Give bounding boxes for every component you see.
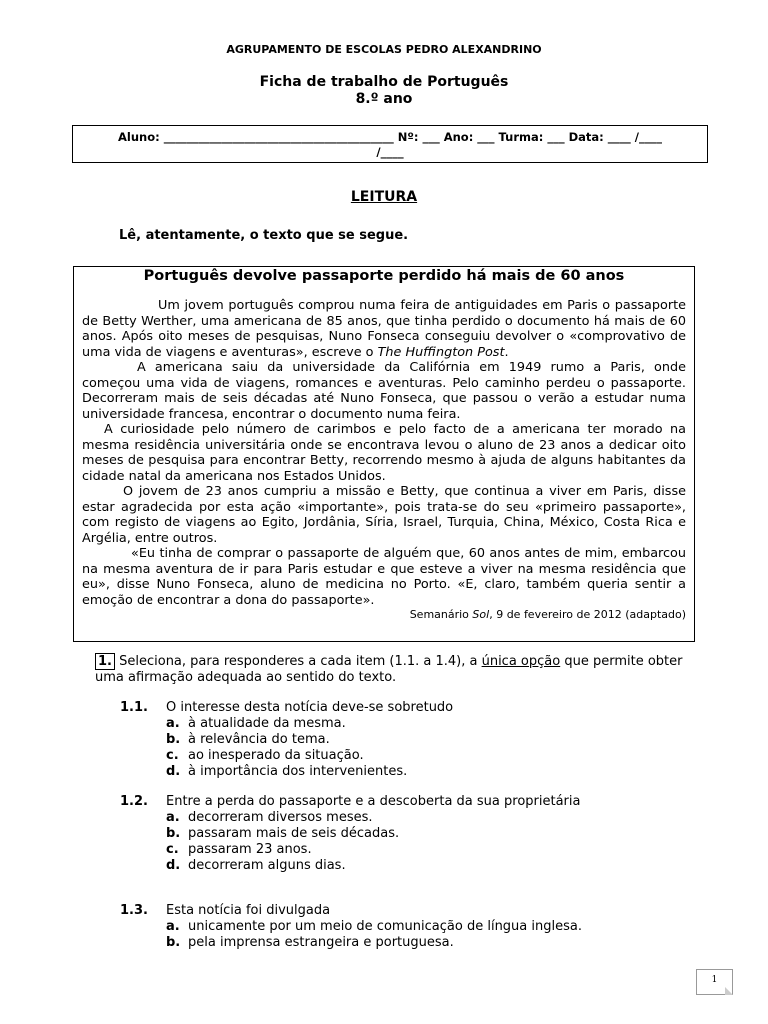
option-letter: a.: [166, 810, 180, 825]
worksheet-title: [0, 74, 768, 108]
section-heading: [0, 189, 768, 205]
option-b[interactable]: [166, 826, 700, 842]
article-paragraph-2: A americana saiu da universidade da Califórnia em 1949 rumo a Paris, onde começou uma vida de viagens, romances e aventuras. Pelo caminho perdeu o passaporte. Decorreram mais de seis décadas até Nuno Fonseca, que passou o verão a estudar numa universidade francesa, encontrar o documento numa feira.: [82, 360, 686, 422]
item-number: 1.2.: [120, 794, 148, 809]
option-letter: b.: [166, 935, 181, 950]
article-paragraph-1: [82, 298, 686, 360]
article-body: [82, 298, 686, 608]
question-number: 1.: [95, 653, 115, 670]
reading-instruction: Lê, atentamente, o texto que se segue.: [119, 228, 409, 243]
question-emphasis: única opção: [481, 654, 561, 669]
item-1-3: [120, 903, 700, 951]
option-text: passaram mais de seis décadas.: [188, 826, 400, 841]
item-number: 1.1.: [120, 700, 148, 715]
item-stem: Entre a perda do passaporte e a descoberta da sua proprietária: [166, 794, 581, 809]
item-1-1: [120, 700, 700, 780]
student-info-line2: /____: [376, 145, 404, 159]
option-letter: b.: [166, 732, 181, 747]
question-text-b: que permite obter uma afirmação adequada ao sentido do texto.: [95, 654, 683, 685]
option-a[interactable]: [166, 919, 700, 935]
article-paragraph-4: O jovem de 23 anos cumpriu a missão e Betty, que continua a viver em Paris, disse estar agradecida por esta ação «importante», pois trata-se do seu «primeiro passaporte», com registo de viagens ao Egito, Jordânia, Síria, Israel, Turquia, China, México, Costa Rica e Argélia, entre outros.: [82, 484, 686, 546]
option-letter: a.: [166, 919, 180, 934]
item-number: 1.3.: [120, 903, 148, 918]
option-text: à relevância do tema.: [188, 732, 330, 747]
option-b[interactable]: [166, 732, 700, 748]
paragraph-1-publication: The Huffington Post: [377, 344, 505, 360]
option-letter: c.: [166, 842, 179, 857]
option-letter: b.: [166, 826, 181, 841]
student-info-line1: Aluno: ________________________________________ Nº: ___ Ano: ___ Turma: ___ Data: ____ /____: [118, 130, 662, 144]
option-text: decorreram alguns dias.: [188, 858, 346, 873]
option-text: passaram 23 anos.: [188, 842, 312, 857]
option-c[interactable]: [166, 748, 700, 764]
student-info-box: [72, 125, 708, 163]
item-stem: Esta notícia foi divulgada: [166, 903, 331, 918]
item-stem: O interesse desta notícia deve-se sobretudo: [166, 700, 454, 715]
paragraph-1-text: Um jovem português comprou numa feira de antiguidades em Paris o passaporte de Betty Werther, uma americana de 85 anos, que tinha perdido o documento há mais de 60 anos. Após oito meses de pesquisas, Nuno Fonseca conseguiu devolver o «comprovativo de uma vida de viagens e aventuras», escreve o: [82, 298, 686, 360]
title-grade: 8.º ano: [355, 91, 413, 107]
source-prefix: Semanário: [409, 608, 473, 621]
option-d[interactable]: [166, 764, 700, 780]
option-text: pela imprensa estrangeira e portuguesa.: [188, 935, 454, 950]
page-number: 1: [696, 969, 733, 995]
article-paragraph-3: A curiosidade pelo número de carimbos e pelo facto de a americana ter morado na mesma residência universitária onde se encontrava levou o aluno de 23 anos a dedicar oito meses de pesquisa para encontrar Betty, recorrendo mesmo à ajuda de alguns habitantes da cidade natal da americana nos Estados Unidos.: [82, 422, 686, 484]
item-1-2: [120, 794, 700, 874]
question-text-a: Seleciona, para responderes a cada item (1.1. a 1.4), a: [114, 654, 482, 669]
source-date: , 9 de fevereiro de 2012 (adaptado): [489, 608, 686, 621]
section-title: LEITURA: [350, 189, 418, 205]
option-text: à importância dos intervenientes.: [188, 764, 408, 779]
option-d[interactable]: [166, 858, 700, 874]
option-letter: c.: [166, 748, 179, 763]
option-text: unicamente por um meio de comunicação de língua inglesa.: [188, 919, 582, 934]
article-headline: Português devolve passaporte perdido há mais de 60 anos: [143, 268, 625, 284]
option-text: à atualidade da mesma.: [188, 716, 346, 731]
article-paragraph-5: «Eu tinha de comprar o passaporte de alguém que, 60 anos antes de mim, embarcou na mesma aventura de ir para Paris estudar e que esteve a viver na mesma residência que eu», disse Nuno Fonseca, aluno de medicina no Porto. «E, claro, também queria sentir a emoção de encontrar a dona do passaporte».: [82, 546, 686, 608]
option-text: ao inesperado da situação.: [188, 748, 364, 763]
option-a[interactable]: [166, 716, 700, 732]
article-source: [82, 608, 686, 622]
article-box: [73, 266, 695, 642]
question-1: [95, 654, 695, 686]
paragraph-1-end: .: [504, 344, 509, 360]
school-name: AGRUPAMENTO DE ESCOLAS PEDRO ALEXANDRINO: [226, 43, 542, 56]
source-newspaper: Sol: [472, 608, 490, 621]
option-letter: d.: [166, 764, 181, 779]
option-a[interactable]: [166, 810, 700, 826]
option-text: decorreram diversos meses.: [188, 810, 373, 825]
option-b[interactable]: [166, 935, 700, 951]
option-letter: a.: [166, 716, 180, 731]
title-subject: Ficha de trabalho de Português: [259, 74, 509, 90]
option-letter: d.: [166, 858, 181, 873]
option-c[interactable]: [166, 842, 700, 858]
